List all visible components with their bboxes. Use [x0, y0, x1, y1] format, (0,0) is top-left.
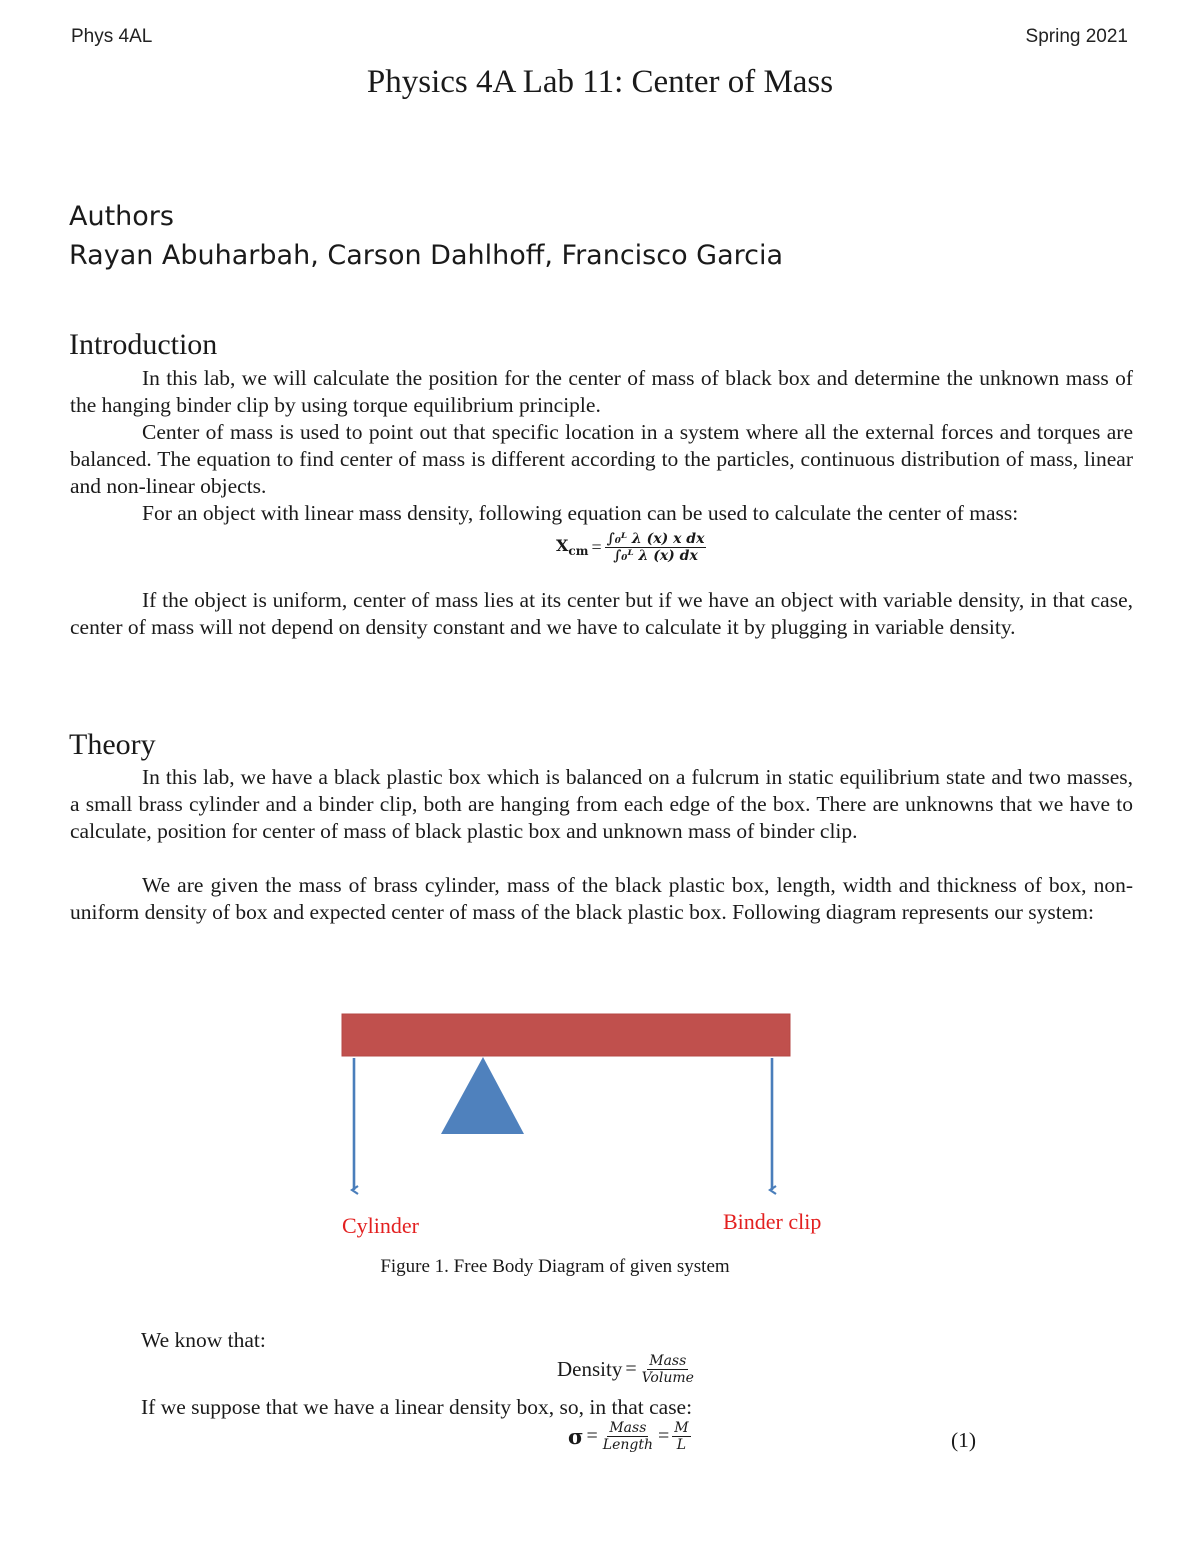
density-equation: Density = $\frac{\text{Mass}}{\text{Volume}}$ — [557, 1353, 694, 1386]
density-numerator: Mass — [649, 1353, 687, 1369]
density-fraction — [640, 1353, 696, 1386]
sigma-fraction-2: $\frac{M}{L}$ — [674, 1420, 689, 1453]
theory-paragraph-2: We are given the mass of brass cylinder, mass of the black plastic box, length, width and thickness of box, non-uniform density of box and expected center of mass of the black plastic box. Following diagram represents our system: — [70, 873, 1133, 924]
eq-fraction — [605, 531, 707, 564]
density-label: Density — [557, 1357, 623, 1381]
equation-number: (1) — [951, 1428, 977, 1452]
header-right: Spring 2021 — [1025, 26, 1128, 47]
header-left: Phys 4AL — [71, 26, 153, 47]
intro-paragraph-4: If the object is uniform, center of mass lies at its center but if we have an object with variable density, in that case, center of mass will not depend on density constant and we have to calculate it by plugging in variable density. — [70, 588, 1133, 639]
we-know-text: We know that: — [141, 1328, 266, 1352]
fulcrum-triangle — [441, 1057, 524, 1134]
sigma-equation: σ = $\frac{\text{Mass}}{\text{Length}}$ = $\frac{M}{L}$ — [568, 1420, 689, 1453]
eq-numerator: ∫₀ᴸ λ (x) x dx — [606, 531, 705, 547]
page-title: Physics 4A Lab 11: Center of Mass — [366, 64, 834, 100]
linear-density-intro: If we suppose that we have a linear density box, so, in that case: — [141, 1395, 693, 1419]
center-of-mass-equation: $X_{cm}$ = $\frac{\text{∫₀ᴸ λ (x) x dx}}{\text{∫₀ᴸ λ (x) dx}}$ — [556, 531, 705, 564]
density-denominator: Volume — [641, 1370, 694, 1386]
eq-denominator: ∫₀ᴸ λ (x) dx — [613, 548, 698, 564]
intro-paragraph-3: For an object with linear mass density, following equation can be used to calculate the center of mass: — [142, 501, 1019, 525]
authors-names: Rayan Abuharbah, Carson Dahlhoff, Francisco Garcia — [69, 240, 784, 271]
figure-caption: Figure 1. Free Body Diagram of given system — [380, 1256, 730, 1277]
authors-heading: Authors — [69, 201, 174, 232]
sigma-symbol: σ — [568, 1424, 584, 1449]
binder-clip-label: Binder clip — [723, 1209, 822, 1234]
box-beam — [342, 1014, 790, 1056]
introduction-heading: Introduction — [69, 328, 218, 361]
cylinder-label: Cylinder — [342, 1213, 419, 1238]
sigma-fraction-1: $\frac{\text{Mass}}{\text{Length}}$ — [602, 1420, 653, 1453]
eq-xcm: $X_{cm}$ — [556, 536, 589, 559]
intro-paragraph-2: Center of mass is used to point out that specific location in a system where all the external forces and torques are balanced. The equation to find center of mass is different according to the particles, continuous distribution of mass, linear and non-linear objects. — [70, 420, 1133, 498]
theory-paragraph-1: In this lab, we have a black plastic box which is balanced on a fulcrum in static equilibrium state and two masses, a small brass cylinder and a binder clip, both are hanging from each edge of the box. There are unknowns that we have to calculate, position for center of mass of black plastic box and unknown mass of binder clip. — [70, 765, 1133, 843]
intro-paragraph-1: In this lab, we will calculate the position for the center of mass of black box and determine the unknown mass of the hanging binder clip by using torque equilibrium principle. — [70, 366, 1133, 417]
theory-heading: Theory — [69, 728, 156, 761]
free-body-diagram — [320, 1000, 860, 1250]
